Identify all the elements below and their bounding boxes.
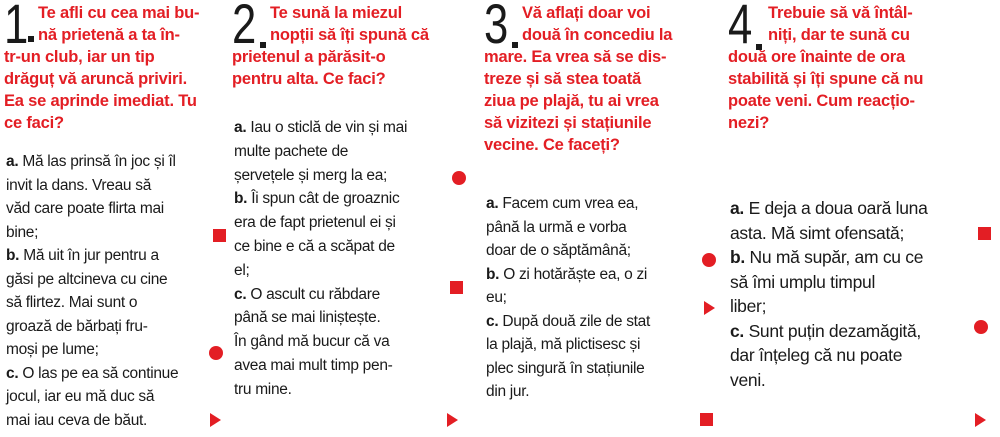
square-icon <box>213 229 226 242</box>
answer-label: c. <box>730 320 744 341</box>
question-line: tr-un club, iar un tip <box>4 48 155 66</box>
question-number: 4 <box>728 0 753 55</box>
question-text <box>4 2 200 134</box>
answer-text: asta. Mă simt ofensată; <box>730 222 905 243</box>
question-line: Te sună la miezul <box>270 4 402 22</box>
answer-line <box>6 409 178 433</box>
answer-label: b. <box>486 265 500 283</box>
question-line: ziua pe plajă, tu ai vrea <box>484 92 659 110</box>
answer-line <box>234 354 407 378</box>
square-icon <box>978 227 991 240</box>
answer-label: b. <box>6 247 20 264</box>
answer-label: b. <box>730 247 745 267</box>
quiz-question-block <box>4 0 242 437</box>
answer-list <box>730 196 928 392</box>
question-line: drăguț vă aruncă priviri. <box>4 70 187 88</box>
answer-list <box>6 150 178 432</box>
question-line: să vizitezi și stațiunile <box>484 114 652 132</box>
answer-text: să flirtez. Mai sunt o <box>6 294 138 311</box>
answer-line <box>6 268 178 292</box>
answer-text: moși pe lume; <box>6 341 99 358</box>
answer-text: E deja a doua oară luna <box>748 198 928 218</box>
question-line: două ore înainte de ora <box>728 48 905 66</box>
answer-text: În gând mă bucur că va <box>234 333 390 351</box>
answer-line <box>486 310 650 334</box>
answer-text: O zi hotărăște ea, o zi <box>503 265 648 283</box>
answer-text: tru mine. <box>234 380 292 398</box>
answer-text: După două zile de stat <box>502 312 650 330</box>
question-line: treze și să stea toată <box>484 70 642 88</box>
question-line: mare. Ea vrea să se dis- <box>484 48 667 66</box>
answer-text: șervețele și merg la ea; <box>234 166 388 184</box>
question-line: nă prietenă a ta în- <box>38 26 180 44</box>
answer-line <box>486 380 650 404</box>
answer-label: a. <box>730 198 744 218</box>
question-line: niți, dar te sună cu <box>768 26 910 44</box>
quiz-question-block <box>728 0 998 437</box>
answer-label: b. <box>234 190 248 208</box>
answer-line <box>486 357 650 381</box>
question-line: pentru alta. Ce faci? <box>232 70 386 88</box>
answer-line <box>486 216 650 240</box>
answer-line <box>730 294 928 319</box>
circle-icon <box>452 171 466 185</box>
answer-line <box>234 259 407 283</box>
answer-text: Îi spun cât de groaznic <box>251 190 400 208</box>
question-line: vecine. Ce faceți? <box>484 136 620 154</box>
answer-line <box>730 368 928 393</box>
answer-line <box>234 187 407 211</box>
answer-line <box>730 245 928 270</box>
answer-line <box>6 197 178 221</box>
answer-text: din jur. <box>486 383 530 400</box>
answer-text: eu; <box>486 289 507 306</box>
answer-line <box>730 270 928 295</box>
circle-icon <box>209 346 223 360</box>
answer-line <box>234 378 407 402</box>
answer-line <box>486 192 650 216</box>
circle-icon <box>974 320 988 334</box>
answer-text: jocul, iar eu mă duc să <box>6 388 155 405</box>
answer-line <box>234 164 407 188</box>
question-text <box>232 2 429 90</box>
answer-label: c. <box>234 285 247 303</box>
answer-line <box>486 333 650 357</box>
answer-line <box>486 263 650 287</box>
answer-text: veni. <box>730 369 766 390</box>
answer-line <box>234 330 407 354</box>
answer-label: a. <box>486 195 499 212</box>
answer-line <box>730 221 928 246</box>
question-text <box>728 2 924 134</box>
answer-line <box>486 239 650 263</box>
answer-line <box>6 174 178 198</box>
answer-text: Iau o sticlă de vin și mai <box>250 119 408 136</box>
question-line: Trebuie să vă întâl- <box>768 4 913 22</box>
answer-label: c. <box>486 312 499 330</box>
number-dot <box>28 36 34 42</box>
answer-list <box>486 192 650 404</box>
question-text <box>484 2 673 156</box>
circle-icon <box>702 253 716 267</box>
answer-list <box>234 116 407 402</box>
question-number: 3 <box>484 0 509 55</box>
triangle-icon <box>447 413 458 427</box>
question-line: Vă aflați doar voi <box>522 4 651 22</box>
answer-text: plec singură în stațiunile <box>486 359 645 377</box>
answer-text: ce bine e că a scăpat de <box>234 237 395 255</box>
answer-text: până se mai liniștește. <box>234 309 381 327</box>
triangle-icon <box>975 413 986 427</box>
question-line: nopții să îți spună că <box>270 26 429 44</box>
question-line: ce faci? <box>4 114 64 132</box>
answer-line <box>730 319 928 344</box>
answer-line <box>234 140 407 164</box>
answer-line <box>234 235 407 259</box>
triangle-icon <box>210 413 221 427</box>
answer-line <box>234 283 407 307</box>
answer-line <box>6 315 178 339</box>
answer-text: la plajă, mă plictisesc și <box>486 336 641 353</box>
answer-line <box>6 362 178 386</box>
answer-text: găsi pe altcineva cu cine <box>6 270 168 288</box>
answer-line <box>6 291 178 315</box>
answer-line <box>6 244 178 268</box>
answer-text: Mă las prinsă în joc și îl <box>22 153 176 170</box>
question-line: două în concediu la <box>522 26 673 44</box>
answer-text: O las pe ea să continue <box>22 364 179 382</box>
question-line: stabilită și îți spune că nu <box>728 70 924 88</box>
answer-text: până la urmă e vorba <box>486 218 627 236</box>
question-line: prietenul a părăsit-o <box>232 48 386 66</box>
answer-text: Facem cum vrea ea, <box>502 195 639 212</box>
answer-text: el; <box>234 261 250 279</box>
answer-text: O ascult cu răbdare <box>250 285 380 303</box>
answer-text: invit la dans. Vreau să <box>6 176 152 194</box>
question-line: Te afli cu cea mai bu- <box>38 4 200 22</box>
answer-text: Mă uit în jur pentru a <box>23 247 159 264</box>
answer-text: avea mai mult timp pen- <box>234 356 393 374</box>
answer-text: văd care poate flirta mai <box>6 200 164 217</box>
question-line: poate veni. Cum reacțio- <box>728 92 915 110</box>
answer-text: multe pachete de <box>234 142 349 160</box>
answer-line <box>234 211 407 235</box>
answer-text: să îmi umplu timpul <box>730 271 876 292</box>
answer-line <box>730 343 928 368</box>
answer-text: mai iau ceva de băut. <box>6 411 148 429</box>
answer-text: doar de o săptămână; <box>486 242 631 259</box>
answer-text: groază de bărbați fru- <box>6 317 148 335</box>
square-icon <box>700 413 713 426</box>
quiz-question-block <box>484 0 724 437</box>
answer-line <box>6 150 178 174</box>
answer-text: Sunt puțin dezamăgită, <box>748 320 921 341</box>
answer-label: a. <box>6 153 19 170</box>
quiz-question-block <box>232 0 472 437</box>
question-number: 1 <box>4 0 29 55</box>
question-number: 2 <box>232 0 257 55</box>
answer-line <box>6 385 178 409</box>
answer-label: a. <box>234 119 247 136</box>
answer-line <box>6 338 178 362</box>
answer-line <box>234 306 407 330</box>
question-line: nezi? <box>728 114 770 132</box>
triangle-icon <box>704 301 715 315</box>
answer-label: c. <box>6 364 19 382</box>
answer-line <box>234 116 407 140</box>
answer-text: dar înțeleg că nu poate <box>730 345 903 365</box>
answer-line <box>486 286 650 310</box>
answer-line <box>730 196 928 221</box>
answer-line <box>6 221 178 245</box>
question-line: Ea se aprinde imediat. Tu <box>4 92 197 110</box>
answer-text: liber; <box>730 296 767 316</box>
answer-text: Nu mă supăr, am cu ce <box>749 247 924 267</box>
answer-text: bine; <box>6 223 39 241</box>
answer-text: era de fapt prietenul ei și <box>234 214 396 232</box>
square-icon <box>450 281 463 294</box>
